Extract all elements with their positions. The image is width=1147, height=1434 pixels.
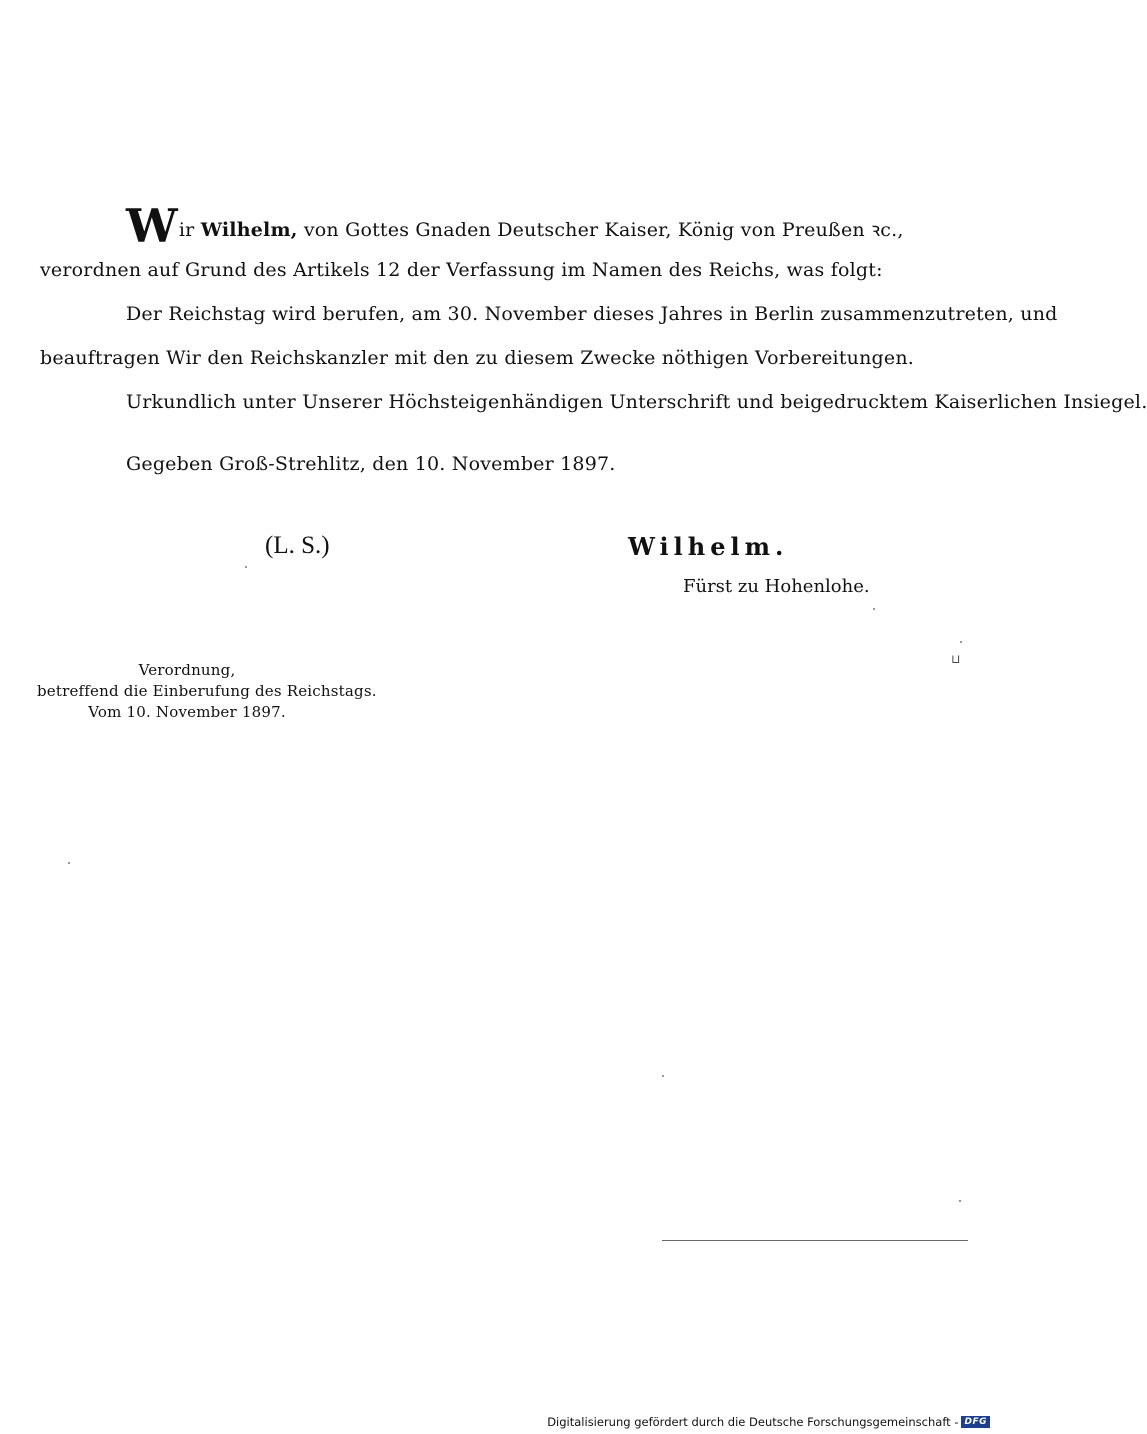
footer-text: Digitalisierung gefördert durch die Deutsche Forschungsgemeinschaft - — [547, 1415, 959, 1429]
decree-opening-line — [126, 199, 904, 253]
signature-countersign: Fürst zu Hohenlohe. — [683, 576, 870, 597]
scan-speck — [960, 641, 962, 643]
seal-mark: (L. S.) — [265, 532, 330, 559]
decree-line-5: Urkundlich unter Unserer Höchsteigenhändigen Unterschrift und beigedrucktem Kaiserlichen Insiegel. — [126, 391, 1147, 413]
dfg-logo: DFG — [961, 1416, 990, 1428]
decree-caption — [37, 660, 377, 723]
opening-text-1: ir — [178, 219, 201, 241]
scan-speck — [68, 862, 70, 864]
scan-speck — [245, 566, 247, 568]
decree-line-2: verordnen auf Grund des Artikels 12 der Verfassung im Namen des Reichs, was folgt: — [40, 259, 883, 281]
scan-speck — [873, 608, 875, 610]
margin-mark: ⊔ — [951, 652, 961, 666]
decree-line-3: Der Reichstag wird berufen, am 30. November dieses Jahres in Berlin zusammenzutreten, und — [126, 303, 1058, 325]
scan-rule-line — [662, 1240, 968, 1241]
caption-line-2: betreffend die Einberufung des Reichstags. — [37, 682, 377, 700]
drop-initial: W — [126, 199, 178, 253]
caption-line-1: Verordnung, — [138, 661, 236, 679]
given-date-line: Gegeben Groß-Strehlitz, den 10. November 1897. — [126, 453, 616, 475]
scan-speck — [662, 1075, 664, 1077]
opening-text-2: von Gottes Gnaden Deutscher Kaiser, König von Preußen ꝛc., — [297, 219, 904, 241]
signature-emperor: Wilhelm. — [628, 532, 789, 561]
emperor-name: Wilhelm, — [200, 219, 298, 241]
scan-speck — [959, 1200, 961, 1202]
caption-line-3: Vom 10. November 1897. — [88, 703, 286, 721]
decree-line-4: beauftragen Wir den Reichskanzler mit den zu diesem Zwecke nöthigen Vorbereitungen. — [40, 347, 915, 369]
digitization-footer — [547, 1415, 990, 1429]
